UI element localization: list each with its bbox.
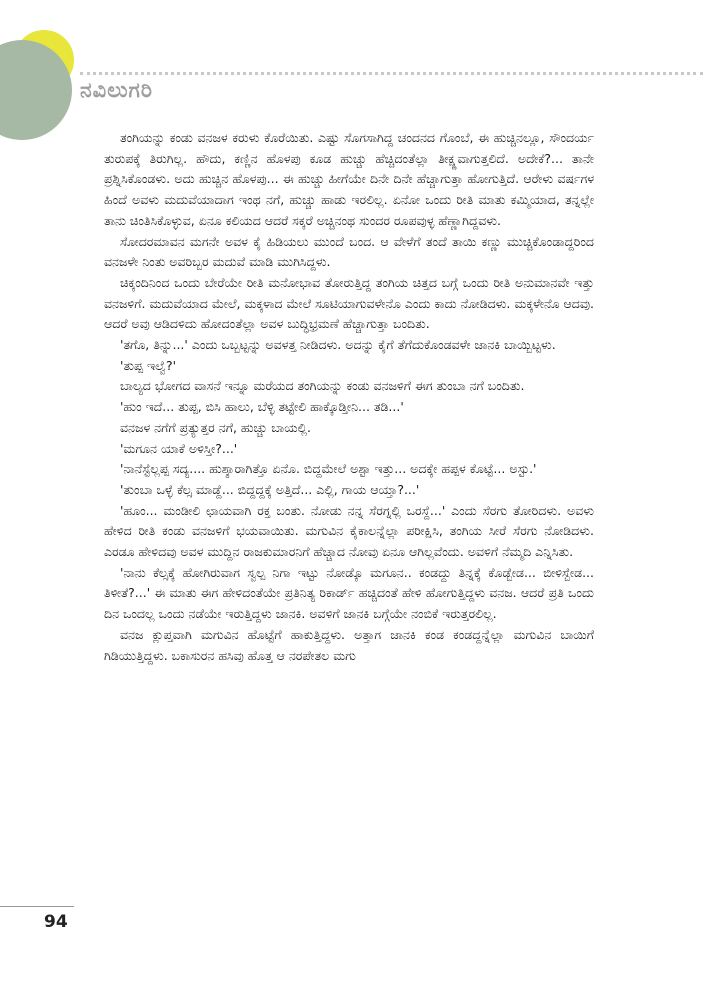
- paragraph: 'ಮಗೂನ ಯಾಕೆ ಅಳಿಸ್ತೀ?...': [120, 440, 238, 456]
- paragraph: ವನಜ ಕ್ಲುಪ್ತವಾಗಿ ಮಗುವಿನ ಹೊಟ್ಟೆಗೆ ಹಾಕುತ್ತಿದ್ದಳು. ಅತ್ತಾಗ ಜಾನಕಿ ಕಂಡ ಕಂಡದ್ದನ್ನೆಲ್ಲಾ ಮಗುವಿನ ಬಾಯಿಗೆ ಗಿಡಿಯುತ್ತಿದ್ದಳು. ಬಕಾಸುರನ ಹಸಿವು ಹೊತ್ತ ಆ ನರಪೇತಲ ಮಗು: [104, 626, 594, 663]
- body-text: [104, 128, 594, 666]
- paragraph: 'ತುಪ್ಪ ಇಲ್ವೆ?': [120, 357, 177, 373]
- paragraph: ಸೋದರಮಾವನ ಮಗನೇ ಅವಳ ಕೈ ಹಿಡಿಯಲು ಮುಂದೆ ಬಂದ. ಆ ವೇಳೆಗೆ ತಂದೆ ತಾಯಿ ಕಣ್ಣು ಮುಚ್ಚಿಕೊಂಡಾದ್ದರಿಂದ ವನಜಳೇ ನಿಂತು ಅವರಿಬ್ಬರ ಮದುವೆ ಮಾಡಿ ಮುಗಿಸಿದ್ದಳು.: [104, 233, 594, 270]
- running-head-title: ನವಿಲುಗರಿ: [80, 78, 153, 102]
- paragraph: ತಂಗಿಯನ್ನು ಕಂಡು ವನಜಳ ಕರುಳು ಕೊರೆಯಿತು. ಎಷ್ಟು ಸೊಗಸಾಗಿದ್ದ ಚಂದನದ ಗೊಂಬೆ, ಈ ಹುಚ್ಚಿನಲ್ಲೂ, ಸೌಂದರ್ಯ ತುರುಪಕ್ಕೆ ತಿರುಗಿಲ್ಲ. ಹೌದು, ಕಣ್ಣಿನ ಹೊಳಪು ಕೂಡ ಹುಚ್ಚು ಹೆಚ್ಚಿದಂತೆಲ್ಲಾ ತೀಕ್ಷ್ಣವಾಗುತ್ತಲಿದೆ. ಅದೇಕೆ?... ತಾನೇ ಪ್ರಶ್ನಿಸಿಕೊಂಡಳು. ಅದು ಹುಚ್ಚಿನ ಹೊಳಪು... ಈ ಹುಚ್ಚು ಹೀಗೆಯೇ ದಿನೇ ದಿನೇ ಹೆಚ್ಚಾಗುತ್ತಾ ಹೋಗುತ್ತಿದೆ. ಆರೇಳು ವರ್ಷಗಳ ಹಿಂದೆ ಅವಳು ಮದುವೆಯಾದಾಗ ಇಂಥ ನಗೆ, ಹುಚ್ಚು ಹಾಡು ಇರಲಿಲ್ಲ. ಏನೋ ಒಂದು ರೀತಿ ಮಾತು ಕಮ್ಮಿಯಾದ, ತನ್ನಲ್ಲೇ ತಾನು ಚಿಂತಿಸಿಕೊಳ್ಳುವ, ಏನೂ ಕಲಿಯದ ಆದರೆ ಸಕ್ಕರೆ ಅಚ್ಚಿನಂಥ ಸುಂದರ ರೂಪವುಳ್ಳ ಹೆಣ್ಣಾಗಿದ್ದವಳು.: [104, 130, 594, 228]
- footer-rule: [0, 906, 74, 907]
- paragraph: ಬಾಲ್ಯದ ಭೋಗದ ವಾಸನೆ ಇನ್ನೂ ಮರೆಯದ ತಂಗಿಯನ್ನು ಕಂಡು ವನಜಳಿಗೆ ಈಗ ತುಂಬಾ ನಗೆ ಬಂದಿತು.: [120, 378, 525, 394]
- page-number: 94: [44, 912, 68, 932]
- paragraph: 'ಹೂಂ... ಮಂಡೀಲಿ ಛಾಯವಾಗಿ ರಕ್ತ ಬಂತು. ನೋಡು ನನ್ನ ಸೆರಗ್ನಲ್ಲಿ ಒರಸ್ದೆ...' ಎಂದು ಸೆರಗು ತೋರಿದಳು. ಅವಳು ಹೇಳಿದ ರೀತಿ ಕಂಡು ವನಜಳಿಗೆ ಭಯವಾಯಿತು. ಮಗುವಿನ ಕೈಕಾಲನ್ನೆಲ್ಲಾ ಪರೀಕ್ಷಿಸಿ, ತಂಗಿಯ ಸೀರೆ ಸೆರಗು ನೋಡಿದಳು. ಎರಡೂ ಹೇಳಿದವು ಅವಳ ಮುದ್ದಿನ ರಾಜಕುಮಾರನಿಗೆ ಹೆಚ್ಚಾದ ನೋವು ಏನೂ ಆಗಿಲ್ಲವೆಂದು. ಅವಳಿಗೆ ನೆಮ್ಮದಿ ಎನ್ನಿಸಿತು.: [104, 502, 594, 560]
- paragraph: ಚಿಕ್ಕಂದಿನಿಂದ ಒಂದು ಬೇರೆಯೇ ರೀತಿ ಮನೋಭಾವ ತೋರುತ್ತಿದ್ದ ತಂಗಿಯ ಚಿತ್ತದ ಬಗ್ಗೆ ಒಂದು ರೀತಿ ಅನುಮಾನವೇ ಇತ್ತು ವನಜಳಿಗೆ. ಮದುವೆಯಾದ ಮೇಲೆ, ಮಕ್ಕಳಾದ ಮೇಲೆ ಸೂಟಿಯಾಗುವಳೇನೊ ಎಂದು ಕಾದು ನೋಡಿದಳು. ಮಕ್ಕಳೇನೊ ಆದವು. ಆದರೆ ಅವು ಆಡಿದಳಿದು ಹೋದಂತೆಲ್ಲಾ ಅವಳ ಬುದ್ಧಿಭ್ರಮಣೆ ಹೆಚ್ಚಾಗುತ್ತಾ ಬಂದಿತು.: [104, 274, 594, 332]
- paragraph: ವನಜಳ ನಗೆಗೆ ಪ್ರತ್ಯುತ್ತರ ನಗೆ, ಹುಚ್ಚು ಬಾಯಲ್ಲಿ.: [120, 419, 312, 435]
- paragraph: 'ನಾನು ಕೆಲ್ಸಕ್ಕೆ ಹೋಗಿರುವಾಗ ಸ್ವಲ್ಪ ನಿಗಾ ಇಟ್ಟು ನೋಡ್ಕೊ ಮಗೂನ.. ಕಂಡದ್ದು ತಿನ್ನಕ್ಕೆ ಕೊಡ್ಬೇಡ... ಬೀಳಿಸ್ಬೇಡ... ತಿಳೀತೆ?...' ಈ ಮಾತು ಈಗ ಹೇಳಿದಂತೆಯೇ ಪ್ರತಿನಿತ್ಯ ರಿಕಾರ್ಡ್ ಹಚ್ಚಿದಂತೆ ಹೇಳಿ ಹೋಗುತ್ತಿದ್ದಳು ವನಜ. ಆದರೆ ಪ್ರತಿ ಒಂದು ದಿನ ಒಂದಲ್ಲ ಒಂದು ನಡೆಯೇ ಇರುತ್ತಿದ್ದಳು ಜಾನಕಿ. ಅವಳಿಗೆ ಜಾನಕಿ ಬಗ್ಗೆಯೇ ನಂಬಿಕೆ ಇರುತ್ತರಲಿಲ್ಲ.: [104, 564, 594, 622]
- paragraph: 'ನಾನೆಸ್ಟೆಲ್ಲಪ್ಪ ಸದ್ಯ.... ಹುಶ್ಶಾರಾಗಿತ್ತೊ ಏನೊ. ಬಿದ್ದಮೇಲೆ ಅಶ್ಟಾ ಇತ್ತು... ಅದಕ್ಕೇ ಹಪ್ಪಳ ಕೊಟ್ಟೆ... ಅಸ್ಟು.': [120, 461, 537, 477]
- header-dotted-rule: [80, 72, 703, 75]
- paragraph: 'ತಗೊ, ತಿನ್ನು...' ಎಂದು ಒಬ್ಬಟ್ಟನ್ನು ಅವಳತ್ತ ನೀಡಿದಳು. ಅದನ್ನು ಕೈಗೆ ತೆಗೆದುಕೊಂಡವಳೇ ಜಾನಕಿ ಬಾಯ್ಬಿಟ್ಟಳು.: [120, 337, 556, 353]
- paragraph: 'ಹುಂ ಇದೆ... ತುಪ್ಪ, ಬಿಸಿ ಹಾಲು, ಬೆಳ್ಳಿ ತಟ್ಟೇಲಿ ಹಾಕ್ಕೊಡ್ತೀನಿ... ತಡಿ...': [120, 399, 404, 415]
- paragraph: 'ತುಂಬಾ ಒಳ್ಳೆ ಕೆಲ್ಸ ಮಾಡ್ದೆ... ಬಿದ್ದದ್ದಕ್ಕೆ ಅತ್ತಿದೆ... ಎಲ್ಲಿ, ಗಾಯ ಆಯ್ತಾ?...': [120, 481, 420, 497]
